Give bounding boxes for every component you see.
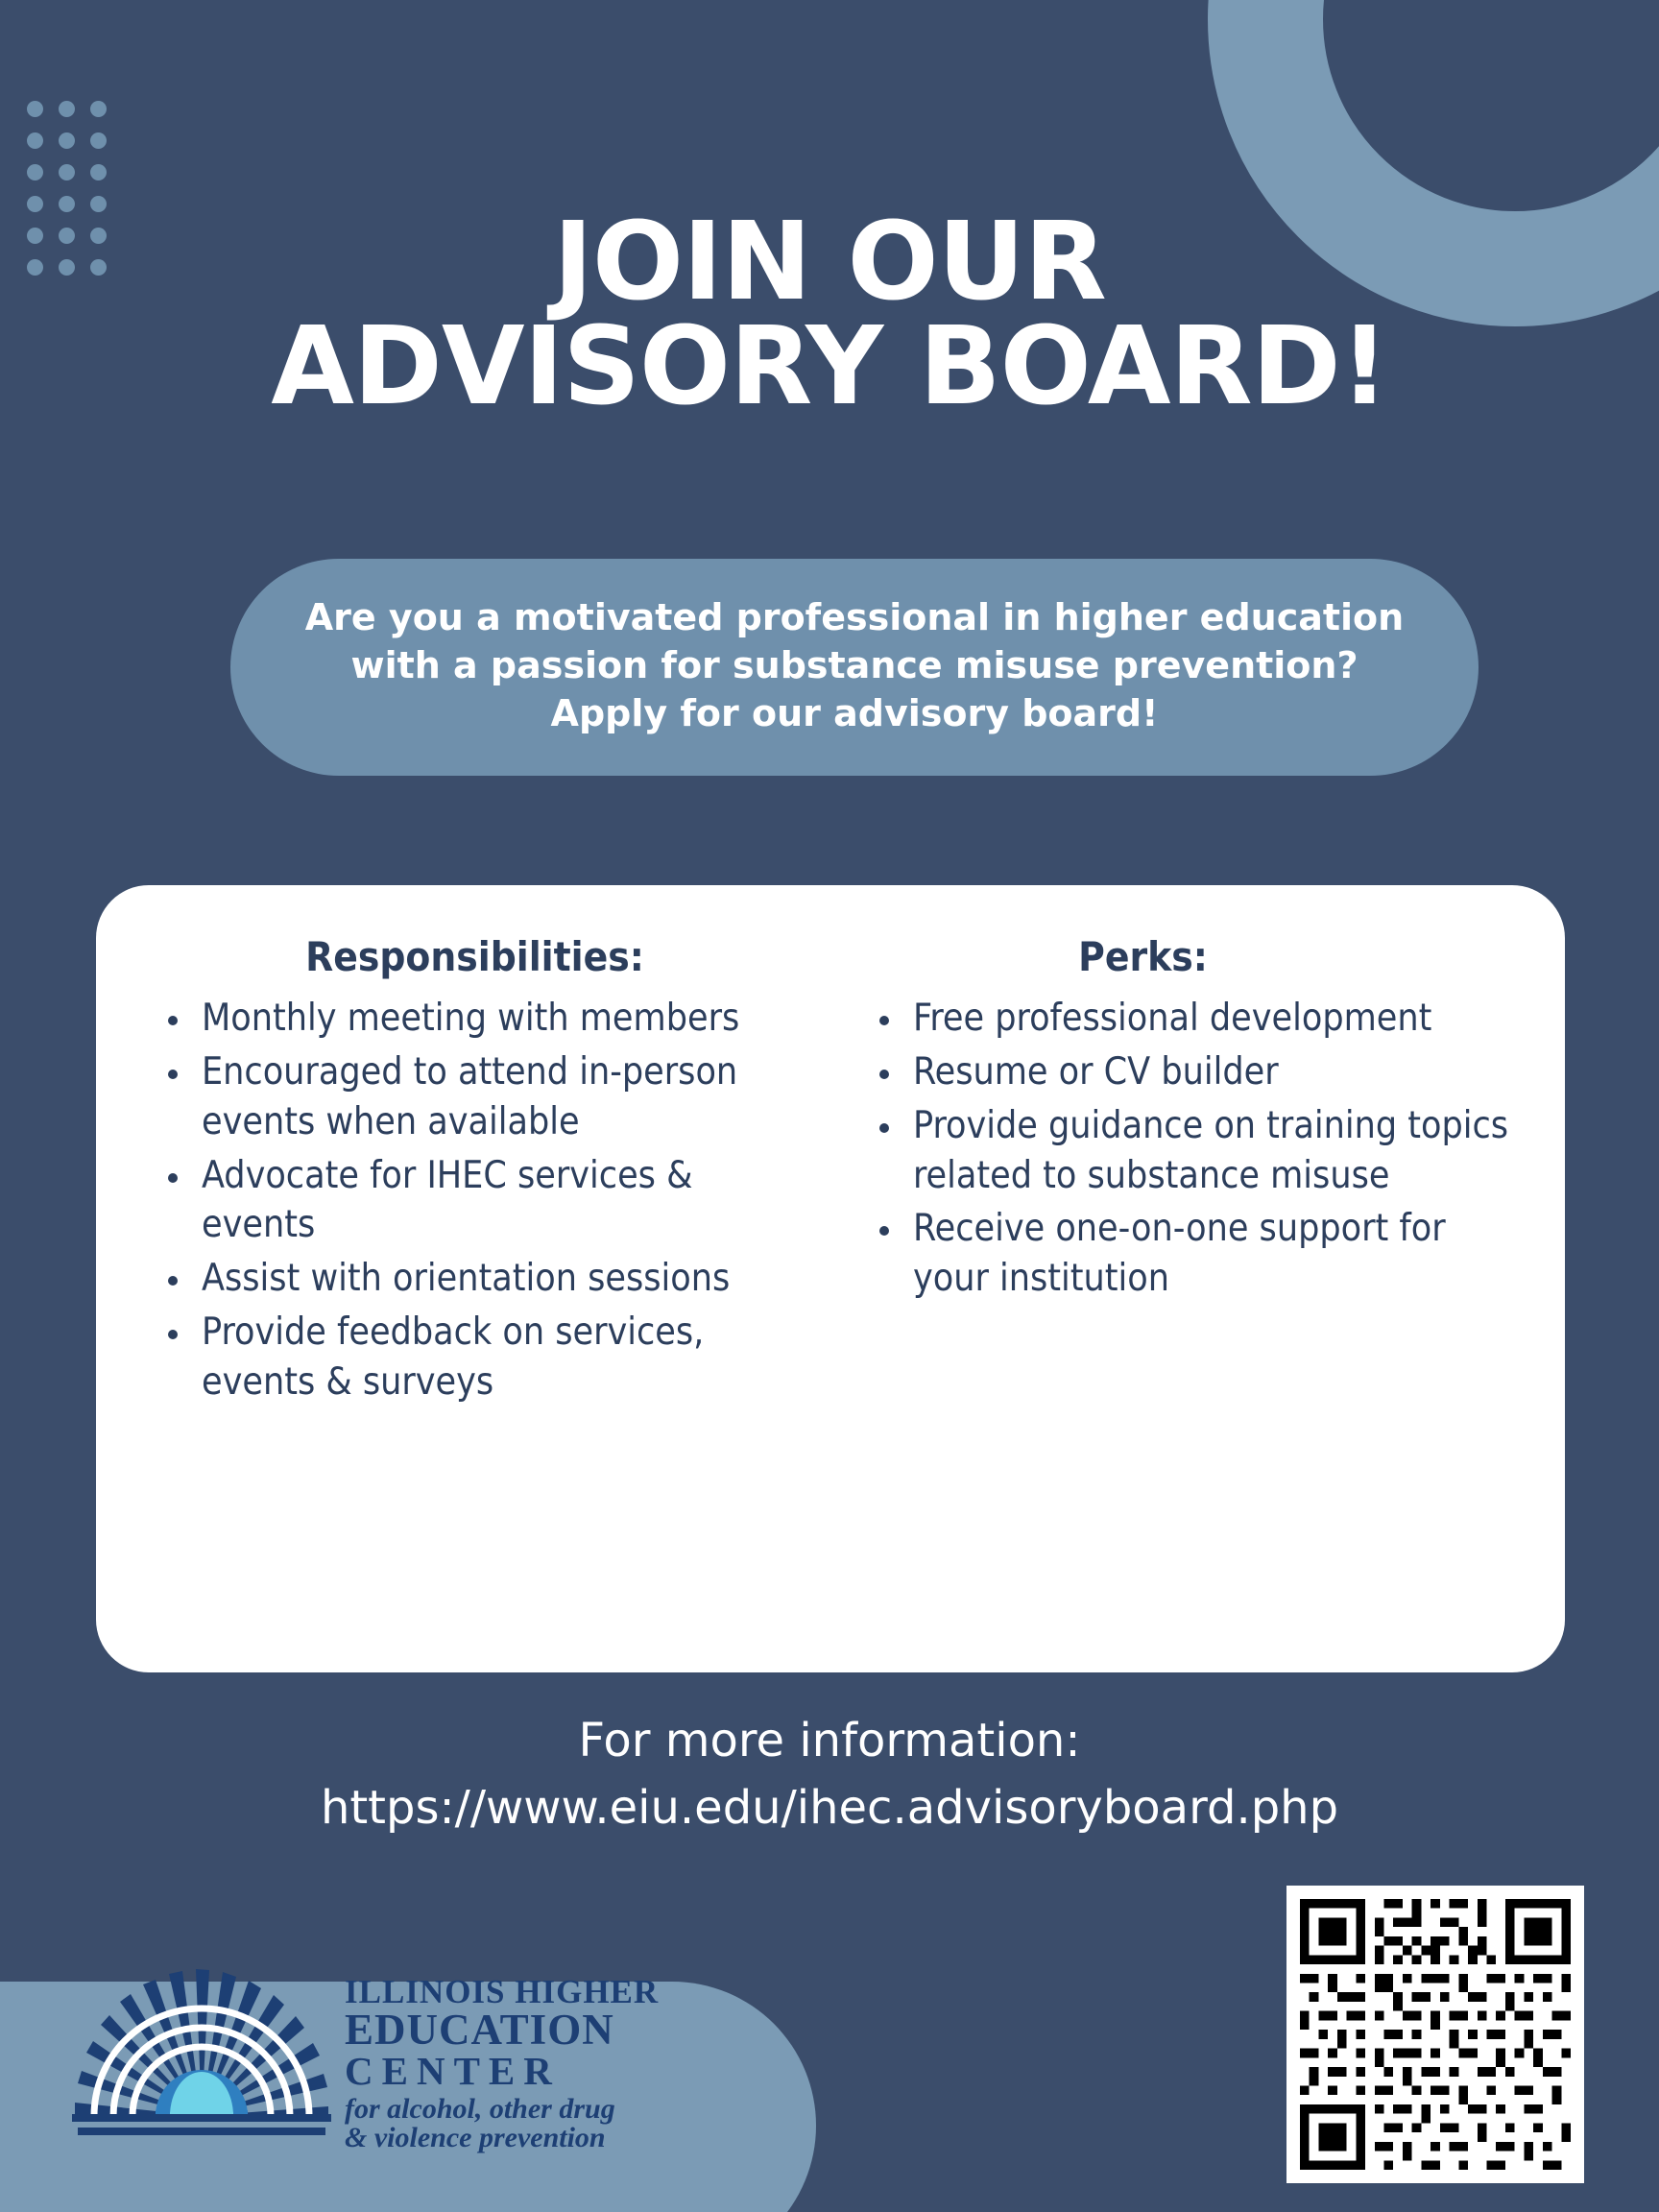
details-card [96,885,1565,1672]
list-item: • Monthly meeting with members [194,994,815,1044]
sunburst-arch-logo-icon [72,1953,331,2174]
responsibilities-list [134,994,815,1407]
perks-column [832,924,1527,1644]
list-item: • Provide feedback on services, events & surveys [194,1308,815,1407]
more-information-label: For more information: [578,1714,1081,1767]
qr-code[interactable] [1286,1886,1584,2183]
logo-line-2: EDUCATION [345,2005,614,2054]
qr-code-image [1300,1899,1571,2170]
responsibilities-column [134,924,832,1644]
logo-line-4: for alcohol, other drug [345,2092,615,2125]
list-item: • Provide guidance on training topics related to substance misuse [905,1101,1527,1201]
ihec-logo [72,1953,659,2174]
ihec-logo-text [345,1972,660,2153]
perks-heading: Perks: [1078,933,1208,980]
headline-line-1: JOIN OUR [553,200,1106,325]
logo-line-5: & violence prevention [345,2121,606,2153]
list-item: • Advocate for IHEC services & events [194,1151,815,1251]
page-title [0,200,1659,429]
subtitle-text: Are you a motivated professional in higher education with a passion for substance misuse prevention? Apply for our advisory board! [304,596,1405,735]
responsibilities-heading: Responsibilities: [305,933,644,980]
logo-line-1: ILLINOIS HIGHER [345,1972,660,2010]
perks-list [846,994,1527,1304]
list-item: • Encouraged to attend in-person events when available [194,1047,815,1147]
subtitle-banner [230,559,1479,776]
more-information [0,1714,1659,1835]
list-item: • Free professional development [905,994,1527,1044]
list-item: • Receive one-on-one support for your institution [905,1204,1527,1304]
headline-line-2: ADVISORY BOARD! [271,303,1388,429]
logo-line-3: CENTER [345,2048,561,2093]
list-item: • Resume or CV builder [905,1047,1527,1097]
advisory-board-url[interactable]: https://www.eiu.edu/ihec.advisoryboard.php [320,1781,1339,1835]
list-item: • Assist with orientation sessions [194,1254,815,1304]
